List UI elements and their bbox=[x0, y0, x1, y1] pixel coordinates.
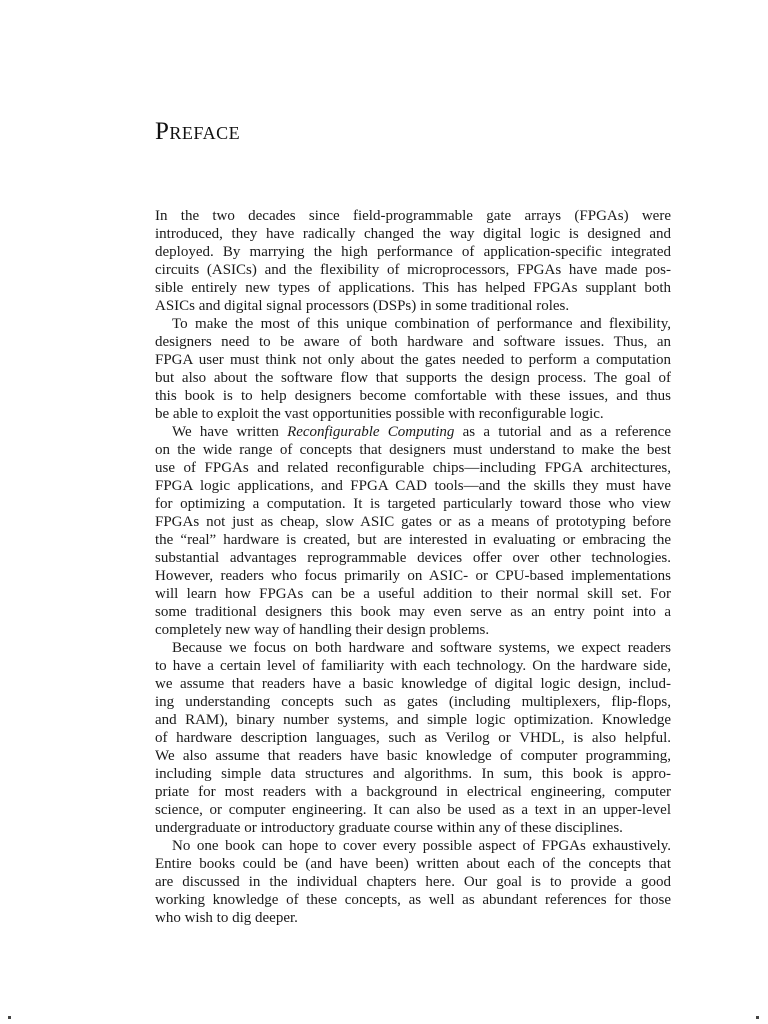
text-line: completely new way of handling their design problems. bbox=[155, 622, 490, 638]
text-line: who wish to dig deeper. bbox=[155, 910, 298, 926]
paragraph-2 bbox=[155, 315, 671, 423]
text-line: substantial advantages reprogrammable devices offer over other technologies. bbox=[155, 550, 671, 566]
text-line: including simple data structures and algorithms. In sum, this book is appro- bbox=[155, 766, 671, 782]
text-line: some traditional designers this book may even serve as an entry point into a bbox=[155, 604, 671, 620]
text-run: as a tutorial and as a reference bbox=[454, 424, 671, 440]
scan-mark-left bbox=[8, 1016, 11, 1019]
text-line: priate for most readers with a background in electrical engineering, computer bbox=[155, 784, 671, 800]
page-heading: Preface bbox=[155, 118, 241, 145]
text-line: In the two decades since field-programmable gate arrays (FPGAs) were bbox=[155, 208, 671, 224]
text-line: FPGA logic applications, and FPGA CAD tools—and the skills they must have bbox=[155, 478, 671, 494]
text-line: are discussed in the individual chapters here. Our goal is to provide a good bbox=[155, 874, 671, 890]
text-line: No one book can hope to cover every possible aspect of FPGAs exhaustively. bbox=[172, 838, 671, 854]
text-line: working knowledge of these concepts, as well as abundant references for those bbox=[155, 892, 671, 908]
paragraph-5 bbox=[155, 837, 671, 927]
text-line: designers need to be aware of both hardware and software issues. Thus, an bbox=[155, 334, 671, 350]
text-line: introduced, they have radically changed the way digital logic is designed and bbox=[155, 226, 671, 242]
text-line: ASICs and digital signal processors (DSPs) in some traditional roles. bbox=[155, 298, 570, 314]
text-line: science, or computer engineering. It can also be used as a text in an upper-level bbox=[155, 802, 671, 818]
text-run: We have written bbox=[172, 424, 288, 440]
text-line: will learn how FPGAs can be a useful addition to their normal skill set. For bbox=[155, 586, 671, 602]
text-line bbox=[155, 423, 671, 441]
text-line: ing understanding concepts such as gates (including multiplexers, flip-flops, bbox=[155, 694, 671, 710]
paragraph-4 bbox=[155, 639, 671, 837]
text-line: To make the most of this unique combination of performance and flexibility, bbox=[172, 316, 671, 332]
paragraph-3 bbox=[155, 423, 671, 639]
text-line: be able to exploit the vast opportunities possible with reconfigurable logic. bbox=[155, 406, 604, 422]
text-line: use of FPGAs and related reconfigurable chips—including FPGA architectures, bbox=[155, 460, 671, 476]
text-line: circuits (ASICs) and the flexibility of microprocessors, FPGAs have made pos- bbox=[155, 262, 671, 278]
text-line: this book is to help designers become comfortable with these issues, and thus bbox=[155, 388, 671, 404]
text-line: to have a certain level of familiarity with each technology. On the hardware side, bbox=[155, 658, 671, 674]
book-title: Reconfigurable Computing bbox=[287, 424, 455, 440]
text-line: Entire books could be (and have been) written about each of the concepts that bbox=[155, 856, 671, 872]
text-line: undergraduate or introductory graduate course within any of these disciplines. bbox=[155, 820, 623, 836]
text-line: FPGA user must think not only about the gates needed to perform a computation bbox=[155, 352, 671, 368]
text-line: We also assume that readers have basic knowledge of computer programming, bbox=[155, 748, 671, 764]
text-line: sible entirely new types of applications. This has helped FPGAs supplant both bbox=[155, 280, 671, 296]
body-text bbox=[155, 207, 671, 927]
text-line: FPGAs not just as cheap, slow ASIC gates or as a means of prototyping before bbox=[155, 514, 671, 530]
text-line: However, readers who focus primarily on ASIC- or CPU-based implementations bbox=[155, 568, 671, 584]
text-line: on the wide range of concepts that designers must understand to make the best bbox=[155, 442, 671, 458]
text-line: the “real” hardware is created, but are interested in evaluating or embracing the bbox=[155, 532, 671, 548]
text-line: for optimizing a computation. It is targeted particularly toward those who view bbox=[155, 496, 671, 512]
text-line: deployed. By marrying the high performance of application-specific integrated bbox=[155, 244, 671, 260]
scan-mark-right bbox=[756, 1016, 759, 1019]
text-line: Because we focus on both hardware and software systems, we expect readers bbox=[172, 640, 671, 656]
text-line: of hardware description languages, such as Verilog or VHDL, is also helpful. bbox=[155, 730, 671, 746]
text-line: we assume that readers have a basic knowledge of digital logic design, includ- bbox=[155, 676, 671, 692]
text-line: and RAM), binary number systems, and simple logic optimization. Knowledge bbox=[155, 712, 671, 728]
text-line: but also about the software flow that supports the design process. The goal of bbox=[155, 370, 671, 386]
paragraph-1 bbox=[155, 207, 671, 315]
